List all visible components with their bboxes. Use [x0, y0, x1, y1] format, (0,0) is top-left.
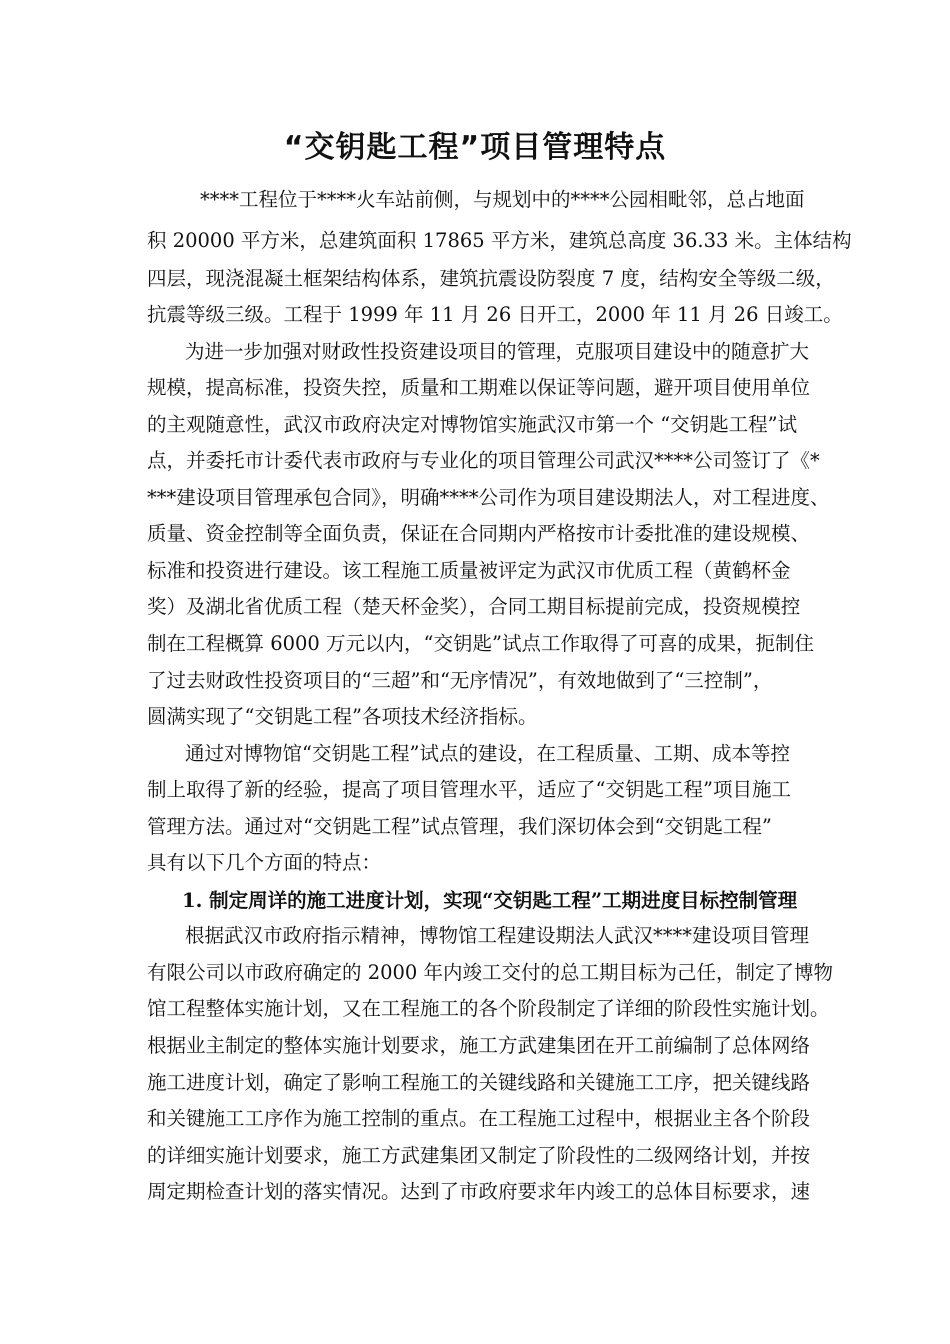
paragraph-line: 奖）及湖北省优质工程（楚天杯金奖），合同工期目标提前完成，投资规模控	[147, 595, 801, 618]
paragraph-line: 标准和投资进行建设。该工程施工质量被评定为武汉市优质工程（黄鹤杯金	[147, 559, 791, 582]
paragraph-line: 有限公司以市政府确定的 2000 年内竣工交付的总工期目标为己任，制定了博物	[147, 961, 834, 984]
paragraph-line: 周定期检查计划的落实情况。达到了市政府要求年内竣工的总体目标要求，速	[147, 1180, 811, 1203]
paragraph-line: 制在工程概算 6000 万元以内，“交钥匙”试点工作取得了可喜的成果，扼制住	[147, 632, 814, 655]
section-heading: 1. 制定周详的施工进度计划，实现“交钥匙工程”工期进度目标控制管理	[182, 889, 798, 912]
paragraph-line: 为进一步加强对财政性投资建设项目的管理，克服项目建设中的随意扩大	[185, 340, 810, 363]
paragraph-line: ****工程位于****火车站前侧，与规划中的****公园相毗邻，总占地面	[200, 188, 805, 211]
paragraph-line: 四层，现浇混凝土框架结构体系，建筑抗震设防裂度 7 度，结构安全等级二级，	[147, 267, 835, 290]
paragraph-line: 点，并委托市计委代表市政府与专业化的项目管理公司武汉****公司签订了《*	[147, 449, 820, 472]
paragraph-line: 制上取得了新的经验，提高了项目管理水平，适应了“交钥匙工程”项目施工	[147, 778, 791, 801]
paragraph-line: 的主观随意性，武汉市政府决定对博物馆实施武汉市第一个 “交钥匙工程”试	[147, 413, 798, 436]
paragraph-line: 质量、资金控制等全面负责，保证在合同期内严格按市计委批准的建设规模、	[147, 522, 811, 545]
paragraph-line: 通过对博物馆“交钥匙工程”试点的建设，在工程质量、工期、成本等控	[185, 742, 790, 765]
paragraph-line: ***建设项目管理承包合同》，明确****公司作为项目建设期法人，对工程进度、	[147, 486, 830, 509]
paragraph-line: 管理方法。通过对“交钥匙工程”试点管理，我们深切体会到“交钥匙工程”	[147, 815, 772, 838]
paragraph-line: 根据武汉市政府指示精神，博物馆工程建设期法人武汉****建设项目管理	[185, 924, 810, 947]
paragraph-line: 积 20000 平方米，总建筑面积 17865 平方米，建筑总高度 36.33 米。主体结构	[147, 229, 852, 252]
paragraph-line: 根据业主制定的整体实施计划要求，施工方武建集团在开工前编制了总体网络	[147, 1034, 811, 1057]
paragraph-line: 了过去财政性投资项目的“三超”和“无序情况”，有效地做到了“三控制”，	[147, 669, 773, 692]
paragraph-line: 和关键施工工序作为施工控制的重点。在工程施工过程中，根据业主各个阶段	[147, 1107, 811, 1130]
document-title: “交钥匙工程”项目管理特点	[283, 130, 667, 165]
paragraph-line: 规模，提高标准，投资失控，质量和工期难以保证等问题，避开项目使用单位	[147, 376, 811, 399]
paragraph-line: 圆满实现了“交钥匙工程”各项技术经济指标。	[147, 705, 538, 728]
paragraph-line: 抗震等级三级。工程于 1999 年 11 月 26 日开工，2000 年 11 月 26 日竣工。	[147, 303, 843, 326]
paragraph-line: 具有以下几个方面的特点：	[147, 851, 382, 874]
paragraph-line: 施工进度计划，确定了影响工程施工的关键线路和关键施工工序，把关键线路	[147, 1071, 811, 1094]
paragraph-line: 馆工程整体实施计划，又在工程施工的各个阶段制定了详细的阶段性实施计划。	[147, 997, 830, 1020]
paragraph-line: 的详细实施计划要求，施工方武建集团又制定了阶段性的二级网络计划，并按	[147, 1144, 811, 1167]
